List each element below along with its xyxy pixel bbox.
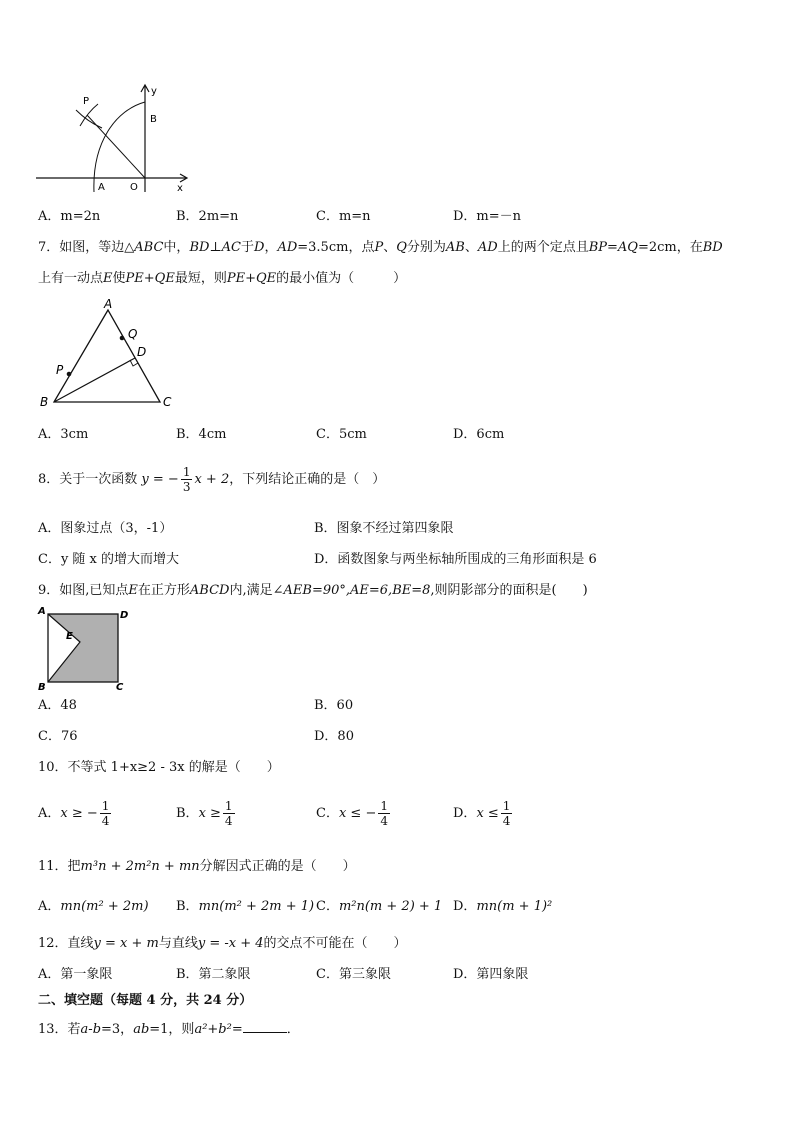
q6-option-b[interactable]: B．2m=n — [176, 209, 239, 224]
q10-option-c[interactable]: C．x ≤ − $\frac{1}{4}$ — [316, 799, 388, 828]
q7-option-b[interactable]: B．4cm — [176, 427, 227, 442]
q8-fraction: $\frac{1}{3}$ — [182, 465, 191, 494]
q12-stem: 12．直线y = x + m与直线y = -x + 4的交点不可能在（ ） — [38, 936, 407, 951]
q9-option-c[interactable]: C．76 — [38, 729, 78, 744]
q9-option-d[interactable]: D．80 — [314, 729, 354, 744]
answer-blank[interactable] — [243, 1020, 287, 1033]
label-p: P — [83, 96, 90, 107]
q11-option-c[interactable]: C．m²n(m + 2) + 1 — [316, 899, 443, 914]
q8-option-d[interactable]: D．函数图象与两坐标轴所围成的三角形面积是 6 — [314, 552, 597, 567]
q10-option-b[interactable]: B．x ≥ $\frac{1}{4}$ — [176, 799, 233, 828]
q7-stem-line2: 上有一动点E使PE+QE最短，则PE+QE的最小值为（ ） — [38, 271, 407, 286]
q6-figure — [36, 82, 196, 196]
label-x: x — [177, 183, 183, 194]
label-y: y — [151, 86, 157, 97]
label-o: O — [130, 182, 138, 193]
q12-option-a[interactable]: A．第一象限 — [38, 967, 113, 982]
label-a: A — [38, 606, 46, 617]
label-a: A — [98, 182, 105, 193]
q10-stem: 10．不等式 1+x≥2 - 3x 的解是（ ） — [38, 760, 280, 775]
point-p — [67, 372, 72, 377]
q9-option-a[interactable]: A．48 — [38, 698, 77, 713]
section-title: 二、填空题（每题 4 分，共 24 分） — [38, 993, 253, 1008]
q7-option-a[interactable]: A．3cm — [38, 427, 89, 442]
q6-option-d[interactable]: D．m=－n — [453, 209, 522, 224]
label-q: Q — [128, 327, 138, 341]
q8-option-c[interactable]: C．y 随 x 的增大而增大 — [38, 552, 180, 567]
q11-stem: 11．把m³n + 2m²n + mn分解因式正确的是（ ） — [38, 859, 356, 874]
q6-option-a[interactable]: A．m=2n — [38, 209, 101, 224]
q12-option-d[interactable]: D．第四象限 — [453, 967, 529, 982]
q10-option-a[interactable]: A．x ≥ − $\frac{1}{4}$ — [38, 799, 110, 828]
label-a: A — [104, 297, 113, 311]
q7-stem-line1: 7．如图，等边△ABC中，BD⊥AC于D，AD=3.5cm，点P、Q分别为AB、AD上的两个定点且BP=AQ=2cm，在BD — [38, 240, 723, 255]
q9-figure — [36, 604, 136, 694]
label-c: C — [163, 395, 172, 409]
shaded-region — [48, 614, 118, 682]
q7-option-d[interactable]: D．6cm — [453, 427, 505, 442]
label-c: C — [116, 682, 124, 693]
q7-option-c[interactable]: C．5cm — [316, 427, 367, 442]
q8-option-b[interactable]: B．图象不经过第四象限 — [314, 521, 454, 536]
q11-option-d[interactable]: D．mn(m + 1)² — [453, 899, 553, 914]
point-q — [120, 336, 125, 341]
q12-option-b[interactable]: B．第二象限 — [176, 967, 251, 982]
segment-bd — [54, 358, 135, 402]
q12-option-c[interactable]: C．第三象限 — [316, 967, 391, 982]
label-d: D — [120, 610, 129, 621]
q10-option-d[interactable]: D．x ≤ $\frac{1}{4}$ — [453, 799, 511, 828]
label-e: E — [66, 631, 73, 642]
label-b: B — [150, 114, 157, 125]
label-b: B — [40, 395, 49, 409]
q11-option-a[interactable]: A．mn(m² + 2m) — [38, 899, 149, 914]
q13-stem: 13．若a-b=3，ab=1，则a²+b²= ． — [38, 1022, 300, 1037]
label-b: B — [38, 682, 46, 693]
q11-option-b[interactable]: B．mn(m² + 2m + 1) — [176, 899, 315, 914]
q9-stem: 9．如图,已知点E在正方形ABCD内,满足∠AEB=90°,AE=6,BE=8,则阴影部分的面积是( ) — [38, 583, 588, 598]
label-p: P — [56, 363, 64, 377]
q9-option-b[interactable]: B．60 — [314, 698, 354, 713]
small-arc-2 — [80, 104, 98, 126]
q7-figure — [36, 296, 186, 412]
q8-stem: 8．关于一次函数 y = − $\frac{1}{3}$ x + 2，下列结论正确的是（ ） — [38, 465, 386, 494]
q6-option-c[interactable]: C．m=n — [316, 209, 371, 224]
label-d: D — [137, 345, 147, 359]
q8-option-a[interactable]: A．图象过点（3，-1） — [38, 521, 173, 536]
op-line — [87, 115, 145, 178]
